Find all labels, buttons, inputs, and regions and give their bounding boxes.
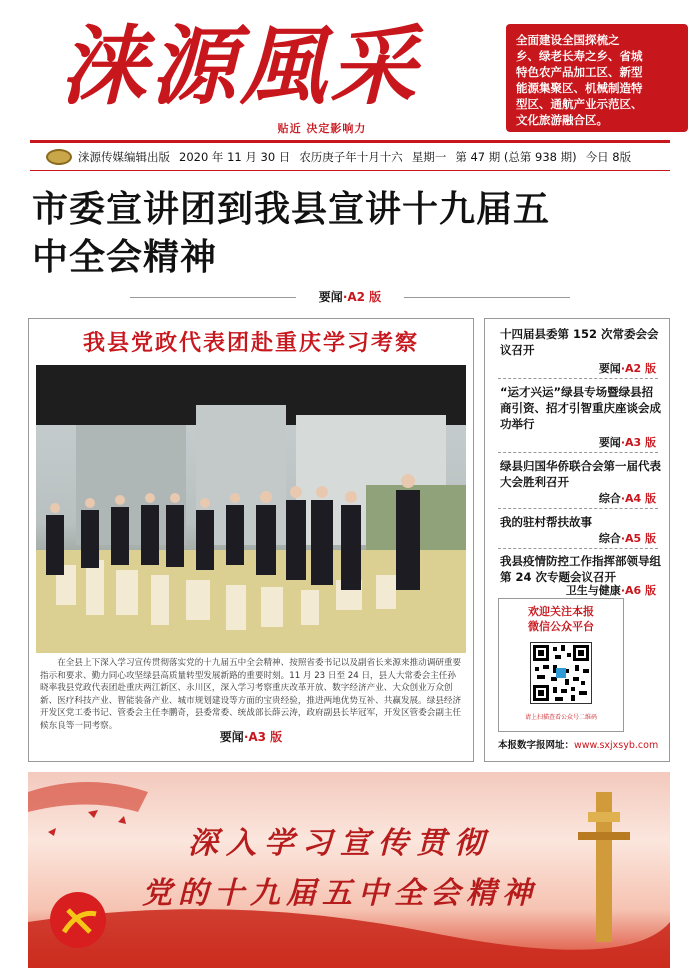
ref-page: ·A2 版 xyxy=(342,290,382,304)
county-positioning-box xyxy=(506,24,688,132)
masthead-title: 涞源風采 xyxy=(60,16,420,117)
headline-line: 中全会精神 xyxy=(32,237,218,278)
issue-number: 第 47 期 (总第 938 期) xyxy=(455,150,577,164)
positioning-line: 型区、通航产业示范区、 xyxy=(516,97,643,111)
ref-section: 要闻 xyxy=(318,290,343,304)
ref-section: 要闻 xyxy=(598,436,621,449)
sidebar-ref[interactable] xyxy=(500,360,656,376)
digital-edition-url[interactable] xyxy=(498,737,668,751)
page-count: 今日 8版 xyxy=(585,150,632,164)
sidebar-item-chongqing-forum[interactable]: “运才兴运”绿县专场暨绿县招商引资、招才引智重庆座谈会成功举行 xyxy=(500,385,661,431)
sidebar-item-epidemic-control[interactable]: 我县疫情防控工作指挥部领导组第 24 次专题会议召开 xyxy=(500,554,661,584)
main-story-page-ref[interactable] xyxy=(28,728,474,745)
weekday: 星期一 xyxy=(411,150,447,164)
photo-illustration xyxy=(36,365,466,653)
sidebar-item-overseas-chinese[interactable]: 绿县归国华侨联合会第一届代表大会胜利召开 xyxy=(500,459,661,489)
delegation-photo xyxy=(36,365,466,653)
positioning-line: 文化旅游融合区。 xyxy=(516,113,608,127)
sidebar-ref[interactable] xyxy=(500,490,656,506)
ref-section: 卫生与健康 xyxy=(565,584,621,597)
ref-page: ·A5 版 xyxy=(620,532,656,545)
main-story-title[interactable]: 我县党政代表团赴重庆学习考察 xyxy=(82,330,419,356)
publisher-name: 涞源传媒编辑出版 xyxy=(78,150,170,164)
party-emblem xyxy=(50,892,106,948)
infobar-rule xyxy=(30,170,670,171)
ref-section: 综合 xyxy=(598,492,621,505)
headline-page-ref[interactable] xyxy=(296,290,404,304)
wechat-title xyxy=(498,604,624,634)
sidebar-item-standing-committee[interactable]: 十四届县委第 152 次常委会会议召开 xyxy=(500,327,659,357)
qr-code-graphic xyxy=(531,643,591,703)
ref-page: ·A2 版 xyxy=(620,362,656,375)
sidebar-ref[interactable] xyxy=(500,434,656,450)
lead-headline[interactable] xyxy=(32,186,672,282)
ref-page: ·A3 版 xyxy=(243,730,283,744)
positioning-line: 乡、绿老长寿之乡、省城 xyxy=(516,49,643,63)
banner-line-1: 深入学习宣传贯彻 xyxy=(188,826,492,861)
sidebar-divider xyxy=(498,378,658,379)
sidebar-divider xyxy=(498,508,658,509)
ref-section: 综合 xyxy=(598,532,621,545)
positioning-line: 特色农产品加工区、新型 xyxy=(516,65,643,79)
headline-line: 市委宣讲团到我县宣讲十九届五 xyxy=(32,189,551,230)
publisher-logo-icon xyxy=(46,149,72,165)
masthead-rule xyxy=(30,140,670,143)
digital-label: 本报数字报网址： xyxy=(498,740,575,751)
lunar-date: 农历庚子年十月十六 xyxy=(299,150,403,164)
sidebar-divider xyxy=(498,548,658,549)
sidebar-divider xyxy=(498,452,658,453)
issue-date: 2020 年 11 月 30 日 xyxy=(179,150,291,164)
sidebar-ref[interactable] xyxy=(500,530,656,546)
wechat-line: 微信公众平台 xyxy=(528,620,594,633)
sidebar-item-village-story[interactable]: 我的驻村帮扶故事 xyxy=(500,515,592,529)
digital-url: www.sxjxsyb.com xyxy=(574,740,659,751)
ref-section: 要闻 xyxy=(219,730,244,744)
ref-section: 要闻 xyxy=(598,362,621,375)
banner-line-2: 党的十九届五中全会精神 xyxy=(142,876,538,911)
wechat-line: 欢迎关注本报 xyxy=(528,605,594,618)
qr-note: 请上扫描查看公众号二维码 xyxy=(524,714,597,721)
qr-code-icon[interactable] xyxy=(530,642,592,704)
masthead-slogan: 贴近 决定影响力 xyxy=(277,122,367,135)
positioning-line: 全面建设全国探梳之 xyxy=(516,33,620,47)
positioning-line: 能源集聚区、机械制造特 xyxy=(516,81,643,95)
ref-page: ·A4 版 xyxy=(620,492,656,505)
ref-page: ·A3 版 xyxy=(620,436,656,449)
ref-page: ·A6 版 xyxy=(620,584,656,597)
sidebar-ref[interactable] xyxy=(500,582,656,598)
issue-info-bar xyxy=(30,146,670,168)
main-story-caption: 在全县上下深入学习宣传贯彻落实党的十九届五中全会精神、按照省委书记以及副省长来源来推动调研重要指示和要求、勤力同心攻坚绿县高质量转型发展新路的重要时刻。11 月 23 日至 24 日，县人大常委会主任孙晓率我县党政代表团赴重庆两江新区、永川区，深入学习考察重庆改革开放、数字经济产业、大众创业万众创新、医疗科技产业、智能装备产业、城市规划建设等方面的宝贵经验，推进两地优势互补、共赢发展。绿县经济开发区党工委书记、管委会主任李鹏奇，县委常委、统战部长薛云涛，政府副县长毕冠军，开发区管委会副主任候东良等一同考察。 xyxy=(40,658,462,731)
